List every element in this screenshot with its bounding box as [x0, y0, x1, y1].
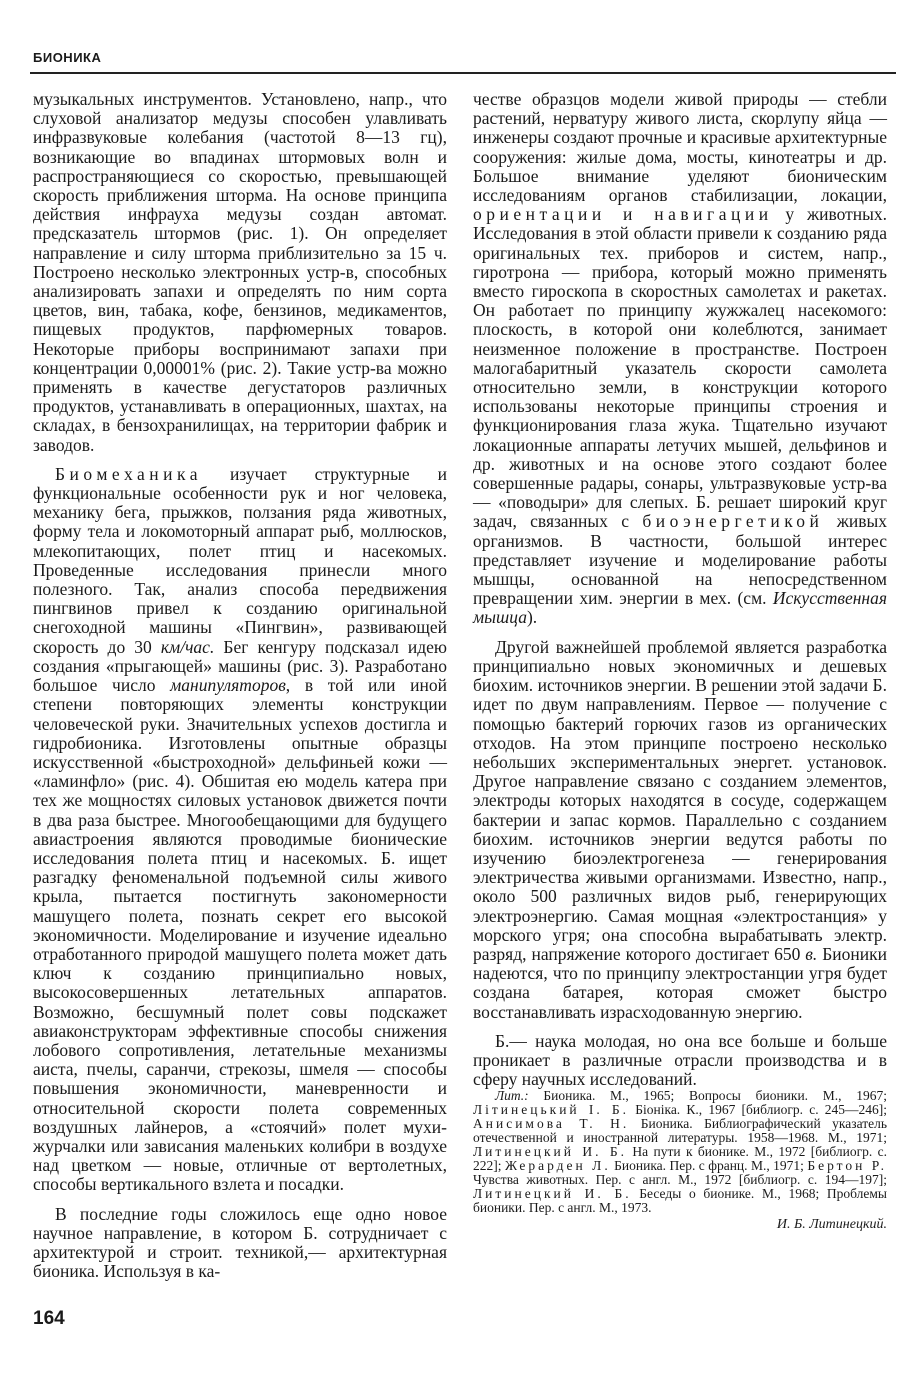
right-column	[473, 90, 887, 1233]
term-biomechanics: Биомеханика	[55, 463, 202, 484]
lit-text: Чувства животных. Пер. с англ. М., 1972 [библиогр. с. 194—197];	[473, 1171, 887, 1187]
lit-label: Лит.:	[495, 1088, 529, 1104]
text-run: ).	[526, 607, 538, 628]
paragraph: музыкальных инструментов. Установлено, напр., что слуховой анализатор медузы способен улавливать инфразвуковые колебания (частотой 8—13 гц), возникающие во впадинах штормовых волн и распространяющиеся со скоростью, превышающей скорость приближения шторма. На основе принципа действия инфрауха медузы создан автомат. предсказатель штормов (рис. 1). Он определяет направление и силу шторма приблизительно за 15 ч. Построено несколько электронных устр-в, способных анализировать запахи и определять по ним сорта цветов, вин, табака, кофе, бензинов, медикаментов, пищевых продуктов, парфюмерных товаров. Некоторые приборы воспринимают запахи при концентрации 0,00001% (рис. 2). Такие устр-ва можно применять в качестве дегустаторов различных продуктов, устанавливать в операционных, шахтах, на складах, в бензохранилищах, на территории фабрик и заводов.	[33, 89, 447, 455]
term-bioenergetics: биоэнергетикой	[642, 511, 824, 532]
lit-author: Анисимова Т. Н.	[473, 1116, 630, 1132]
text-run: честве образцов модели живой природы — стебли растений, нерватуру живого листа, скорлупу яйца — инженеры создают прочные и красивые архитектурные сооружения: жилые дома, мосты, кинотеатры и др. Большое внимание уделяют бионическим исследованиям органов стабилизации, локации,	[473, 89, 887, 206]
paragraph: Б.— наука молодая, но она все больше и больше проникает в различные отрасли производства и в сферу научных исследований.	[473, 1030, 887, 1090]
lit-text: Бионика. Библиографический указатель отечественной и иностранной литературы. 1958—1968. М., 1971;	[473, 1116, 888, 1146]
text-run: у животных. Исследования в этой области привели к созданию ряда оригинальных тех. приборов и систем, напр., гиротрона — прибора, который можно применять вместо гироскопа в скоростных самолетах и ракетах. Он работает по принципу жужжалец насекомого: плоскость, в которой они колеблются, занимает неизменное положение в пространстве. Построен малогабаритный указатель скорости самолета относительно земли, в конструкции которого использованы некоторые принципы строения и функционирования глаза жука. Тщательно изучают локационные аппараты летучих мышей, дельфинов и др. животных и на основе этого создают более совершенные радары, сонары, ультразвуковые устр-ва — «поводыри» для слепых. Б. решает широкий круг задач, связанных с	[473, 204, 888, 532]
lit-author: Бертон Р.	[807, 1157, 888, 1173]
text-run: живых организмов. В частности, большой интерес представляет изучение и моделирование работы мышцы, основанной на непосредственном превращении хим. энергии в мех. (см.	[473, 511, 887, 609]
lit-author: Литинецкий И. Б.	[473, 1185, 632, 1201]
unit: в.	[805, 943, 818, 964]
text-run: Бег кенгуру подсказал идею создания «прыгающей» машины (рис. 3). Разработано большое число	[33, 636, 447, 696]
lit-text: Бiонiка. К., 1967 [библиогр. с. 245—246];	[635, 1102, 888, 1118]
text-run: Другой важнейшей проблемой является разработка принципиально новых экономичных и дешевых биохим. источников энергии. В решении этой задачи Б. идет по двум направлениям. Первое — получение с помощью бактерий горючих газов из органических отходов. На этом принципе построено несколько небольших экспериментальных энергет. установок. Другое направление связано с созданием элементов, электроды которых находятся в сосуде, содержащем бактерии и запас кормов. Параллельно с созданием биохим. источников энергии ведутся работы по изучению биоэлектрогенеза — генерирования электричества живыми организмами. Известно, напр., около 500 различных видов рыб, генерирующих электроэнергию. Самая мощная «электростанция» у морского угря; она способна вырабатывать электр. разряд, напряжение которого достигает 650	[473, 636, 887, 964]
text-run: изучает структурные и функциональные особенности рук и ног человека, механику бега, прыжков, ползания ряда животных, форму тела и локомоторный аппарат рыб, моллюсков, млекопитающих, полет птиц и насекомых. Проведенные исследования принесли много полезного. Так, анализ способа передвижения пингвинов привел к созданию оригинальной снегоходной машины «Пингвин», развивающей скорость до 30	[33, 463, 447, 657]
term-manipulators: манипуляторов	[170, 675, 286, 696]
literature-list	[473, 1089, 887, 1214]
lit-author: Лiтинецький I. Б.	[473, 1102, 630, 1118]
paragraph-biomechanics	[33, 465, 447, 1195]
article-author: И. Б. Литинецкий.	[776, 1216, 887, 1232]
lit-text: Бионика. М., 1965; Вопросы бионики. М., 1967;	[543, 1088, 888, 1104]
term-orientation: ориентации и навигации	[473, 204, 773, 225]
paragraph: В последние годы сложилось еще одно новое научное направление, в котором Б. сотрудничает с архитектурой и строит. техникой,— архитектурная бионика. Используя в ка-	[33, 1203, 447, 1282]
running-header: БИОНИКА	[33, 50, 102, 65]
lit-author: Жерарден Л.	[504, 1157, 611, 1173]
text-run: , в той или иной степени повторяющих элементы конструкции человеческой руки. Значительных успехов достигла и гидробионика. Изготовлены опытные образцы искусственной «быстроходной» дельфиньей кожи — «ламинфло» (рис. 4). Обшитая ею модель катера при тех же мощностях силовых установок движется почти в два раза быстрее. Многообещающими для будущего авиастроения являются проводимые бионические исследования полета птиц и насекомых. Б. ищет разгадку феноменальной подъемной силы живого крыла, пытается постигнуть закономерности машущего полета, познать секрет его высокой экономичности. Моделирование и изучение идеально отработанного природой машущего полета может дать ключ к созданию принципиально новых, высокосовершенных летательных аппаратов. Возможно, бесшумный полет совы подскажет авиаконструкторам эффективные способы снижения лобового сопротивления, летательные механизмы аиста, пчелы, саранчи, стрекозы, шмеля — способы повышения экономичности, маневренности и относительной скорости полета современных воздушных лайнеров, а «стоячий» полет мухи-журчалки или зависания маленьких колибри в воздухе над цветком — новые, отличные от вертолетных, способы вертикального взлета и посадки.	[33, 675, 448, 1195]
left-column	[33, 90, 447, 1281]
unit: км/час.	[160, 636, 215, 657]
lit-text: Бионика. Пер. с франц. М., 1971;	[614, 1157, 804, 1173]
cross-reference: Искусственная мышца	[473, 588, 887, 628]
page-number: 164	[33, 1308, 65, 1329]
lit-text: На пути к бионике. М., 1972 [библиогр. с. 222];	[473, 1143, 887, 1173]
text-run: Бионики надеются, что по принципу электростанции угря будет создана батарея, которая сможет быстро восстанавливать израсходованную энергию.	[473, 943, 888, 1022]
header-rule	[30, 72, 896, 74]
lit-author: Литинецкий И. Б.	[473, 1143, 627, 1159]
paragraph	[473, 638, 887, 1022]
paragraph	[473, 90, 887, 628]
lit-text: Беседы о бионике. М., 1968; Проблемы бионики. Пер. с англ. М., 1973.	[473, 1185, 888, 1215]
